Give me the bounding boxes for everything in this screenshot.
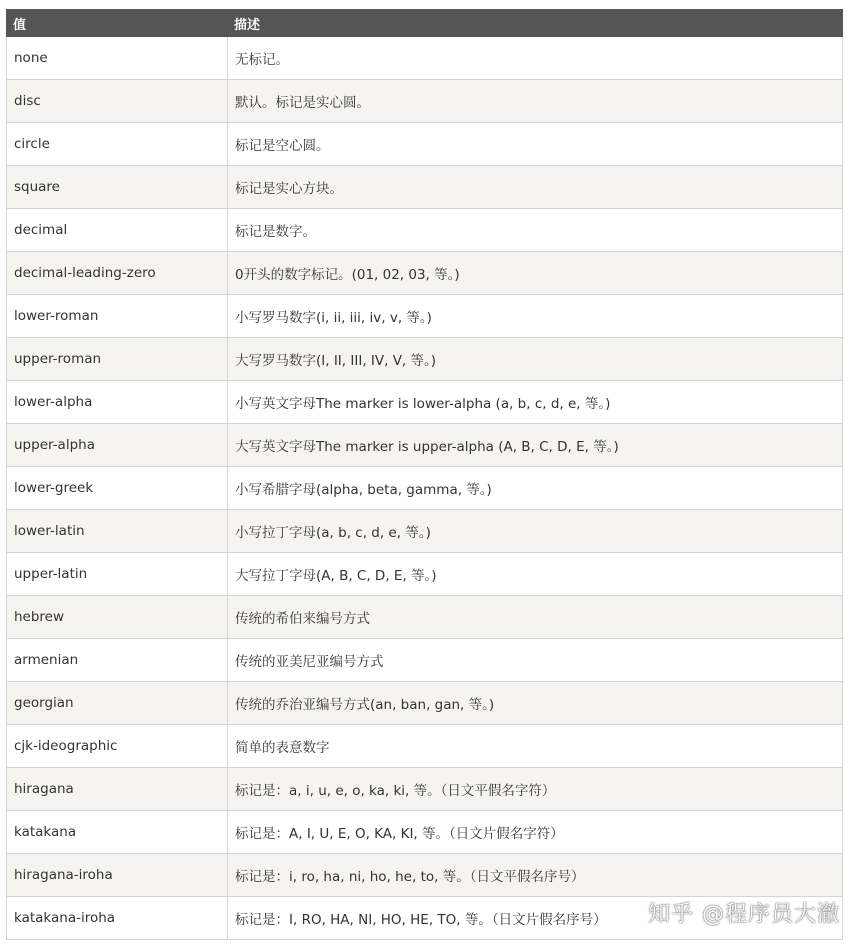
table-row	[7, 80, 843, 123]
table-row	[7, 123, 843, 166]
header-description: 描述	[228, 10, 843, 37]
value-cell: upper-latin	[7, 553, 228, 596]
description-cell: 大写英文字母The marker is upper-alpha (A, B, C, D, E, 等。)	[228, 424, 843, 467]
value-cell: hebrew	[7, 596, 228, 639]
table-header	[7, 10, 843, 37]
table-row	[7, 424, 843, 467]
value-cell: armenian	[7, 639, 228, 682]
table-row	[7, 553, 843, 596]
description-cell: 传统的亚美尼亚编号方式	[228, 639, 843, 682]
value-cell: none	[7, 37, 228, 80]
table-row	[7, 252, 843, 295]
description-cell: 小写罗马数字(i, ii, iii, iv, v, 等。)	[228, 295, 843, 338]
description-cell: 标记是数字。	[228, 209, 843, 252]
description-cell: 标记是：a, i, u, e, o, ka, ki, 等。（日文平假名字符）	[228, 768, 843, 811]
value-cell: decimal-leading-zero	[7, 252, 228, 295]
table-row	[7, 639, 843, 682]
table-row	[7, 37, 843, 80]
table-row	[7, 510, 843, 553]
value-cell: circle	[7, 123, 228, 166]
table-row	[7, 381, 843, 424]
table-row	[7, 811, 843, 854]
description-cell: 标记是实心方块。	[228, 166, 843, 209]
list-style-type-table-container	[6, 9, 842, 940]
table-row	[7, 295, 843, 338]
description-cell: 标记是：A, I, U, E, O, KA, KI, 等。（日文片假名字符）	[228, 811, 843, 854]
header-value: 值	[7, 10, 228, 37]
description-cell: 0开头的数字标记。(01, 02, 03, 等。)	[228, 252, 843, 295]
zhihu-watermark: 知乎 @程序员大澈	[648, 902, 840, 927]
table-row	[7, 725, 843, 768]
table-row	[7, 854, 843, 897]
value-cell: lower-latin	[7, 510, 228, 553]
table-row	[7, 338, 843, 381]
description-cell: 标记是空心圆。	[228, 123, 843, 166]
value-cell: square	[7, 166, 228, 209]
value-cell: georgian	[7, 682, 228, 725]
value-cell: katakana	[7, 811, 228, 854]
value-cell: lower-greek	[7, 467, 228, 510]
description-cell: 小写英文字母The marker is lower-alpha (a, b, c, d, e, 等。)	[228, 381, 843, 424]
table-row	[7, 596, 843, 639]
value-cell: hiragana	[7, 768, 228, 811]
value-cell: hiragana-iroha	[7, 854, 228, 897]
description-cell: 默认。标记是实心圆。	[228, 80, 843, 123]
list-style-type-table	[6, 9, 843, 940]
table-row	[7, 209, 843, 252]
description-cell: 大写罗马数字(I, II, III, IV, V, 等。)	[228, 338, 843, 381]
description-cell: 简单的表意数字	[228, 725, 843, 768]
value-cell: decimal	[7, 209, 228, 252]
description-cell: 小写拉丁字母(a, b, c, d, e, 等。)	[228, 510, 843, 553]
description-cell: 标记是：I, RO, HA, NI, HO, HE, TO, 等。（日文片假名序号）	[228, 897, 843, 940]
value-cell: lower-alpha	[7, 381, 228, 424]
value-cell: upper-alpha	[7, 424, 228, 467]
table-header-row	[7, 10, 843, 37]
table-row	[7, 768, 843, 811]
value-cell: cjk-ideographic	[7, 725, 228, 768]
description-cell: 大写拉丁字母(A, B, C, D, E, 等。)	[228, 553, 843, 596]
description-cell: 小写希腊字母(alpha, beta, gamma, 等。)	[228, 467, 843, 510]
description-cell: 无标记。	[228, 37, 843, 80]
table-row	[7, 467, 843, 510]
table-row	[7, 682, 843, 725]
description-cell: 传统的乔治亚编号方式(an, ban, gan, 等。)	[228, 682, 843, 725]
value-cell: upper-roman	[7, 338, 228, 381]
value-cell: lower-roman	[7, 295, 228, 338]
description-cell: 标记是：i, ro, ha, ni, ho, he, to, 等。（日文平假名序号）	[228, 854, 843, 897]
table-body	[7, 37, 843, 940]
table-row	[7, 166, 843, 209]
description-cell: 传统的希伯来编号方式	[228, 596, 843, 639]
value-cell: katakana-iroha	[7, 897, 228, 940]
value-cell: disc	[7, 80, 228, 123]
